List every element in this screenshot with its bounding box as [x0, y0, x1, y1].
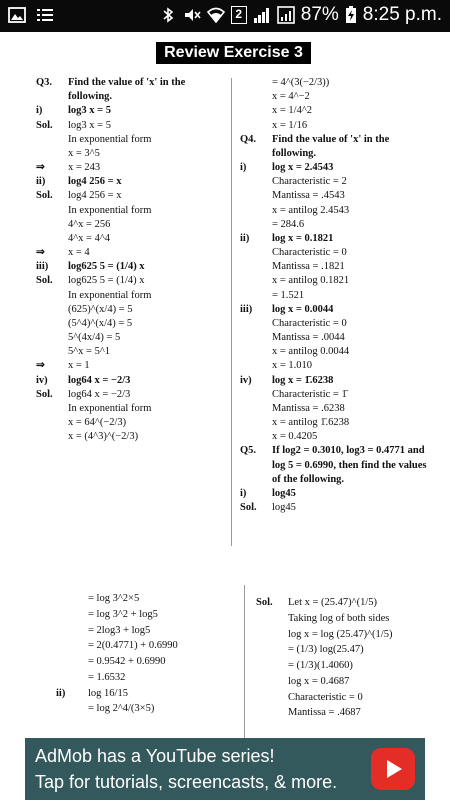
signal-icon: [253, 6, 271, 24]
left-column: [36, 76, 224, 444]
line-label: [256, 642, 288, 658]
solution-line: [56, 686, 226, 702]
line-label: [256, 705, 288, 721]
line-label: [56, 701, 88, 717]
solution-line: [36, 388, 224, 402]
solution-line: [36, 189, 224, 203]
line-text: = log 3^2 + log5: [88, 608, 158, 620]
line-label: [256, 674, 288, 690]
line-label: [256, 658, 288, 674]
line-label: [56, 607, 88, 623]
column-divider: [244, 585, 245, 738]
line-text: x = 0.4205: [272, 431, 318, 443]
line-text: Characteristic = 0: [272, 317, 347, 329]
battery-charging-icon: [345, 6, 357, 24]
line-label: [240, 388, 272, 402]
notification-count-badge: 2: [231, 6, 247, 24]
solution-line: [36, 303, 224, 317]
line-text: = log 3^2×5: [88, 593, 140, 604]
line-text: log3 x = 5: [68, 119, 111, 131]
line-text: log x = 2.4543: [272, 162, 334, 174]
solution-line: [240, 90, 430, 104]
line-label: ⇒: [36, 247, 45, 259]
solution-line: [36, 317, 224, 331]
line-text: 5^x = 5^1: [68, 346, 111, 358]
line-text: = 2log3 + log5: [88, 624, 151, 636]
solution-line: [240, 374, 430, 388]
solution-line: [240, 444, 430, 487]
line-text: log64 x = −2/3: [68, 388, 131, 400]
line-label: [36, 303, 68, 317]
line-text: log4 256 = x: [68, 190, 122, 202]
column-divider: [231, 78, 232, 546]
solution-line: [256, 658, 436, 674]
line-label: [240, 189, 272, 203]
line-text: Mantissa = .4543: [272, 190, 345, 202]
line-text: log45: [272, 487, 296, 499]
line-text: log625 5 = (1/4) x: [68, 275, 145, 287]
line-label: [240, 345, 272, 359]
line-label: Sol.: [240, 502, 257, 514]
solution-line: [240, 232, 430, 246]
line-label: iv): [240, 374, 252, 386]
solution-line: [240, 204, 430, 218]
line-text: x = 1.010: [272, 360, 313, 372]
line-label: [240, 430, 272, 444]
page-title: Review Exercise 3: [156, 42, 311, 64]
line-text: x = 3^5: [68, 147, 100, 159]
solution-line: [240, 430, 430, 444]
solution-line: [36, 147, 224, 161]
solution-line: [256, 611, 436, 627]
solution-line: [36, 289, 224, 303]
line-text: x = 1/16: [272, 119, 308, 131]
line-text: log4 256 = x: [68, 176, 122, 188]
line-text: x = antilog 0.0044: [272, 346, 350, 358]
line-label: [56, 638, 88, 654]
battery-percent: 87%: [300, 4, 339, 25]
line-label: ii): [240, 232, 250, 244]
solution-line: [240, 189, 430, 203]
line-label: [36, 289, 68, 303]
line-label: [36, 331, 68, 345]
line-label: [240, 402, 272, 416]
line-label: iv): [36, 374, 48, 386]
line-label: Sol.: [36, 119, 53, 131]
clock-time: 8:25 p.m.: [362, 4, 442, 25]
line-label: [240, 119, 272, 133]
solution-line: [240, 161, 430, 175]
solution-line: [36, 119, 224, 133]
solution-line: [240, 218, 430, 232]
line-label: [256, 690, 288, 706]
solution-line: [56, 701, 226, 717]
right-column: [240, 76, 430, 515]
line-text: Characteristic = 1̄: [272, 388, 347, 400]
line-text: log3 x = 5: [68, 105, 112, 117]
line-text: In exponential form: [68, 133, 152, 145]
ad-headline[interactable]: AdMob has a YouTube series!: [35, 746, 275, 766]
solution-line: [256, 627, 436, 643]
document-page-2: [0, 555, 450, 738]
ad-banner[interactable]: [25, 738, 425, 800]
line-label: [240, 246, 272, 260]
solution-line: [36, 175, 224, 189]
line-label: Q3.: [36, 77, 53, 88]
status-bar: [0, 0, 450, 32]
line-label: [240, 317, 272, 331]
line-label: Q5.: [240, 445, 257, 457]
solution-line: [56, 670, 226, 686]
line-label: iii): [240, 303, 253, 315]
line-text: = 4^(3(−2/3)): [272, 77, 330, 88]
solution-line: [36, 359, 224, 373]
solution-line: [36, 345, 224, 359]
line-text: Find the value of 'x' in the following.: [68, 77, 186, 103]
line-text: In exponential form: [68, 204, 152, 216]
line-label: [36, 147, 68, 161]
line-text: log x = log (25.47)^(1/5): [288, 628, 393, 640]
line-text: Taking log of both sides: [288, 612, 390, 624]
solution-line: [256, 595, 436, 611]
solution-line: [240, 246, 430, 260]
solution-line: [56, 623, 226, 639]
line-label: [240, 76, 272, 90]
line-text: log x = 0.1821: [272, 232, 334, 244]
line-text: = (1/3)(1.4060): [288, 660, 353, 671]
line-label: iii): [36, 261, 49, 273]
solution-line: [56, 638, 226, 654]
line-label: [240, 274, 272, 288]
line-text: x = 1/4^2: [272, 105, 313, 117]
solution-line: [240, 175, 430, 189]
line-text: Let x = (25.47)^(1/5): [288, 597, 377, 608]
line-label: ii): [36, 176, 46, 188]
line-text: In exponential form: [68, 289, 152, 301]
line-text: log625 5 = (1/4) x: [68, 261, 145, 273]
solution-line: [240, 303, 430, 317]
youtube-play-icon[interactable]: [371, 748, 415, 790]
line-label: Q4.: [240, 133, 257, 145]
line-label: [36, 232, 68, 246]
line-label: [240, 104, 272, 118]
solution-line: [36, 260, 224, 274]
solution-line: [36, 161, 224, 175]
line-label: Sol.: [36, 190, 53, 202]
line-text: Mantissa = .4687: [288, 707, 361, 719]
left-column: [56, 591, 226, 717]
line-label: [36, 416, 68, 430]
solution-line: [240, 331, 430, 345]
line-label: [56, 654, 88, 670]
line-text: x = 1: [68, 360, 90, 372]
solution-line: [256, 642, 436, 658]
line-text: If log2 = 0.3010, log3 = 0.4771 and log 5 = 0.6990, then find the values of the following.: [272, 445, 427, 485]
solution-line: [56, 591, 226, 607]
line-label: [240, 90, 272, 104]
solution-line: [240, 133, 430, 161]
solution-line: [256, 674, 436, 690]
solution-line: [240, 289, 430, 303]
line-label: Sol.: [256, 597, 273, 608]
solution-line: [36, 331, 224, 345]
line-label: [56, 623, 88, 639]
solution-line: [240, 416, 430, 430]
solution-line: [36, 430, 224, 444]
line-text: Mantissa = .1821: [272, 261, 345, 273]
line-label: ⇒: [36, 360, 45, 372]
line-text: Mantissa = .0044: [272, 332, 345, 344]
line-label: [240, 416, 272, 430]
solution-line: [36, 133, 224, 147]
wifi-icon: [207, 6, 225, 24]
solution-line: [36, 76, 224, 104]
line-text: x = (4^3)^(−2/3): [68, 431, 139, 443]
line-label: Sol.: [36, 275, 53, 287]
solution-line: [36, 218, 224, 232]
line-label: [256, 627, 288, 643]
line-label: [56, 591, 88, 607]
line-label: [36, 204, 68, 218]
solution-line: [36, 374, 224, 388]
solution-line: [240, 274, 430, 288]
line-text: log x = 0.0044: [272, 303, 334, 315]
line-label: [36, 345, 68, 359]
line-text: x = 4: [68, 247, 90, 259]
line-text: x = 4^−2: [272, 91, 310, 103]
solution-line: [56, 607, 226, 623]
line-text: (5^4)^(x/4) = 5: [68, 317, 133, 329]
line-text: = 284.6: [272, 218, 305, 230]
line-label: [36, 402, 68, 416]
line-label: ⇒: [36, 162, 45, 174]
line-text: Find the value of 'x' in the following.: [272, 133, 390, 159]
line-label: [36, 133, 68, 147]
line-text: 4^x = 4^4: [68, 232, 111, 244]
solution-line: [240, 76, 430, 90]
solution-line: [256, 690, 436, 706]
solution-line: [240, 487, 430, 501]
line-text: Characteristic = 2: [272, 176, 347, 188]
line-text: 4^x = 256: [68, 218, 111, 230]
ad-subtext[interactable]: Tap for tutorials, screencasts, & more.: [35, 772, 338, 792]
line-text: x = 64^(−2/3): [68, 417, 127, 429]
line-text: In exponential form: [68, 402, 152, 414]
signal-empty-icon: [277, 6, 295, 24]
line-text: = 2(0.4771) + 0.6990: [88, 640, 178, 652]
line-label: Sol.: [36, 388, 53, 400]
menu-list-icon: [36, 6, 54, 24]
solution-line: [240, 345, 430, 359]
solution-line: [36, 402, 224, 416]
line-text: log45: [272, 502, 296, 514]
line-label: [36, 430, 68, 444]
line-text: = 1.521: [272, 289, 305, 301]
solution-line: [256, 705, 436, 721]
bluetooth-icon: [159, 6, 177, 24]
solution-line: [36, 416, 224, 430]
mute-icon: [183, 6, 201, 24]
line-text: = 0.9542 + 0.6990: [88, 656, 166, 667]
line-text: = 1.6532: [88, 671, 126, 683]
line-text: x = antilog 1̄.6238: [272, 417, 350, 429]
line-label: i): [36, 105, 43, 117]
line-text: log x = 1̄.6238: [272, 374, 334, 386]
solution-line: [240, 388, 430, 402]
line-label: [240, 331, 272, 345]
line-label: [240, 204, 272, 218]
line-label: [240, 218, 272, 232]
solution-line: [36, 274, 224, 288]
solution-line: [36, 204, 224, 218]
line-text: (625)^(x/4) = 5: [68, 303, 133, 315]
line-label: [36, 317, 68, 331]
solution-line: [240, 317, 430, 331]
line-text: = (1/3) log(25.47): [288, 644, 364, 656]
line-text: x = antilog 2.4543: [272, 204, 350, 216]
solution-line: [240, 501, 430, 515]
line-text: x = 243: [68, 162, 101, 174]
line-text: Characteristic = 0: [288, 691, 363, 703]
line-label: i): [240, 162, 247, 174]
line-text: log 16/15: [88, 687, 128, 699]
solution-line: [240, 402, 430, 416]
line-text: = log 2^4/(3×5): [88, 703, 155, 715]
line-text: log x = 0.4687: [288, 675, 350, 687]
line-label: [240, 359, 272, 373]
right-column: [256, 595, 436, 721]
line-label: [56, 670, 88, 686]
line-label: [256, 611, 288, 627]
line-text: log64 x = −2/3: [68, 374, 131, 386]
line-label: [240, 289, 272, 303]
solution-line: [240, 359, 430, 373]
solution-line: [36, 246, 224, 260]
line-label: [240, 260, 272, 274]
line-label: [240, 175, 272, 189]
solution-line: [240, 260, 430, 274]
solution-line: [56, 654, 226, 670]
line-label: ii): [56, 687, 66, 699]
line-label: [36, 218, 68, 232]
solution-line: [36, 104, 224, 118]
image-notification-icon: [8, 6, 26, 24]
document-page-1: [0, 32, 450, 555]
line-text: Mantissa = .6238: [272, 402, 345, 414]
solution-line: [240, 119, 430, 133]
solution-line: [240, 104, 430, 118]
line-text: x = antilog 0.1821: [272, 275, 350, 287]
solution-line: [36, 232, 224, 246]
line-text: Characteristic = 0: [272, 247, 347, 259]
line-label: i): [240, 487, 247, 499]
line-text: 5^(4x/4) = 5: [68, 332, 121, 344]
